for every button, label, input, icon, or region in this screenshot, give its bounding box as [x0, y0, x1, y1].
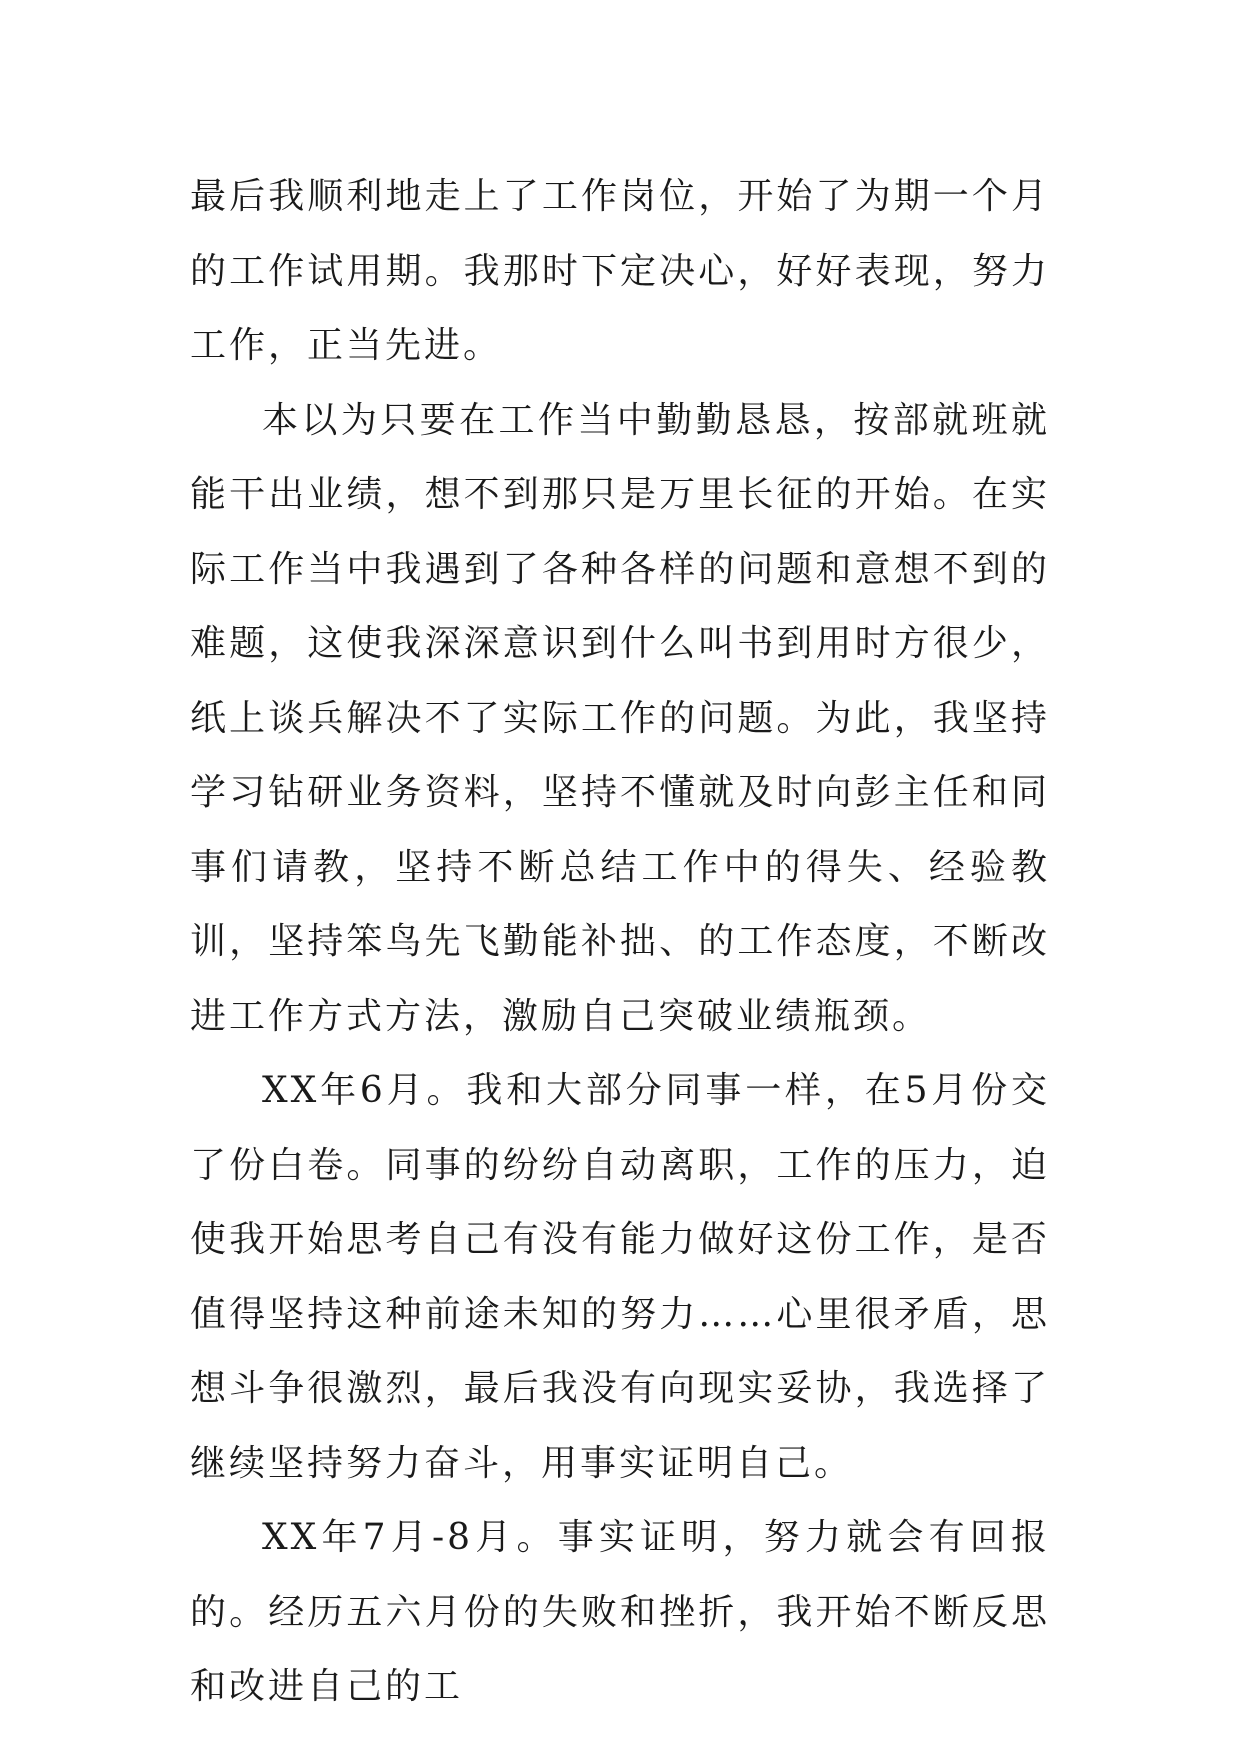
paragraph-1: 最后我顺利地走上了工作岗位，开始了为期一个月的工作试用期。我那时下定决心，好好表现，努力工作，正当先进。 [190, 176, 1050, 366]
paragraph-4: XX年7月-8月。事实证明，努力就会有回报的。经历五六月份的失败和挫折，我开始不断反思和改进自己的工 [190, 1517, 1050, 1707]
paragraph-2: 本以为只要在工作当中勤勤恳恳，按部就班就能干出业绩，想不到那只是万里长征的开始。在实际工作当中我遇到了各种各样的问题和意想不到的难题，这使我深深意识到什么叫书到用时方很少，纸上谈兵解决不了实际工作的问题。为此，我坚持学习钻研业务资料，坚持不懂就及时向彭主任和同事们请教，坚持不断总结工作中的得失、经验教训，坚持笨鸟先飞勤能补拙、的工作态度，不断改进工作方式方法，激励自己突破业绩瓶颈。 [190, 399, 1050, 1037]
document-body [190, 160, 1050, 1725]
paragraph-3: XX年6月。我和大部分同事一样，在5月份交了份白卷。同事的纷纷自动离职，工作的压力，迫使我开始思考自己有没有能力做好这份工作，是否值得坚持这种前途未知的努力……心里很矛盾，思想斗争很激烈，最后我没有向现实妥协，我选择了继续坚持努力奋斗，用事实证明自己。 [190, 1070, 1050, 1484]
